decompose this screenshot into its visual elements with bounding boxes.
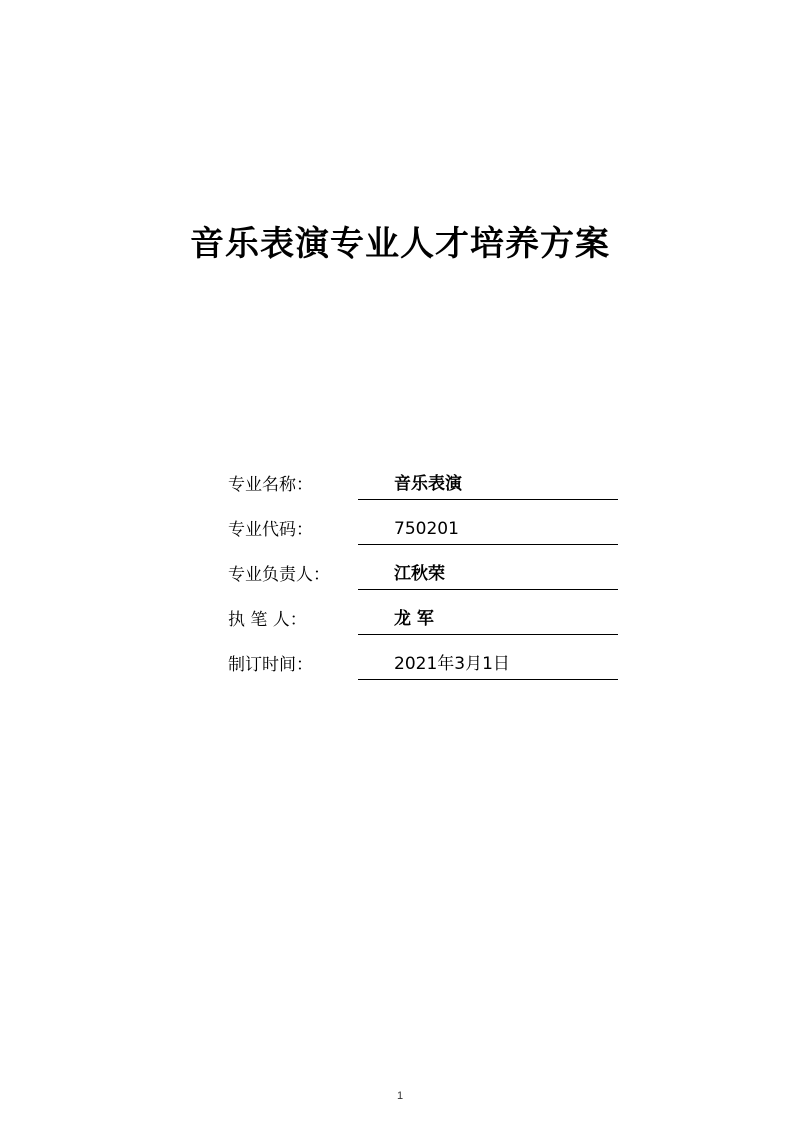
metadata-row-author [228, 590, 618, 635]
metadata-block [228, 455, 618, 680]
metadata-value-date: 2021年3月1日 [358, 653, 618, 680]
metadata-row-major-leader [228, 545, 618, 590]
metadata-value-major-leader: 江秋荣 [358, 563, 618, 590]
metadata-row-major-name [228, 455, 618, 500]
metadata-row-major-code [228, 500, 618, 545]
page-title: 音乐表演专业人才培养方案 [190, 224, 610, 264]
metadata-value-major-name: 音乐表演 [358, 473, 618, 500]
metadata-label-date: 制订时间： [228, 655, 313, 675]
page-number: 1 [396, 1090, 404, 1102]
metadata-label-major-leader: 专业负责人： [228, 565, 330, 585]
metadata-label-major-code: 专业代码： [228, 520, 313, 540]
metadata-label-author: 执 笔 人： [228, 610, 307, 630]
metadata-row-date [228, 635, 618, 680]
metadata-value-author: 龙 军 [358, 608, 618, 635]
metadata-label-major-name: 专业名称： [228, 475, 313, 495]
metadata-value-major-code: 750201 [358, 518, 618, 545]
